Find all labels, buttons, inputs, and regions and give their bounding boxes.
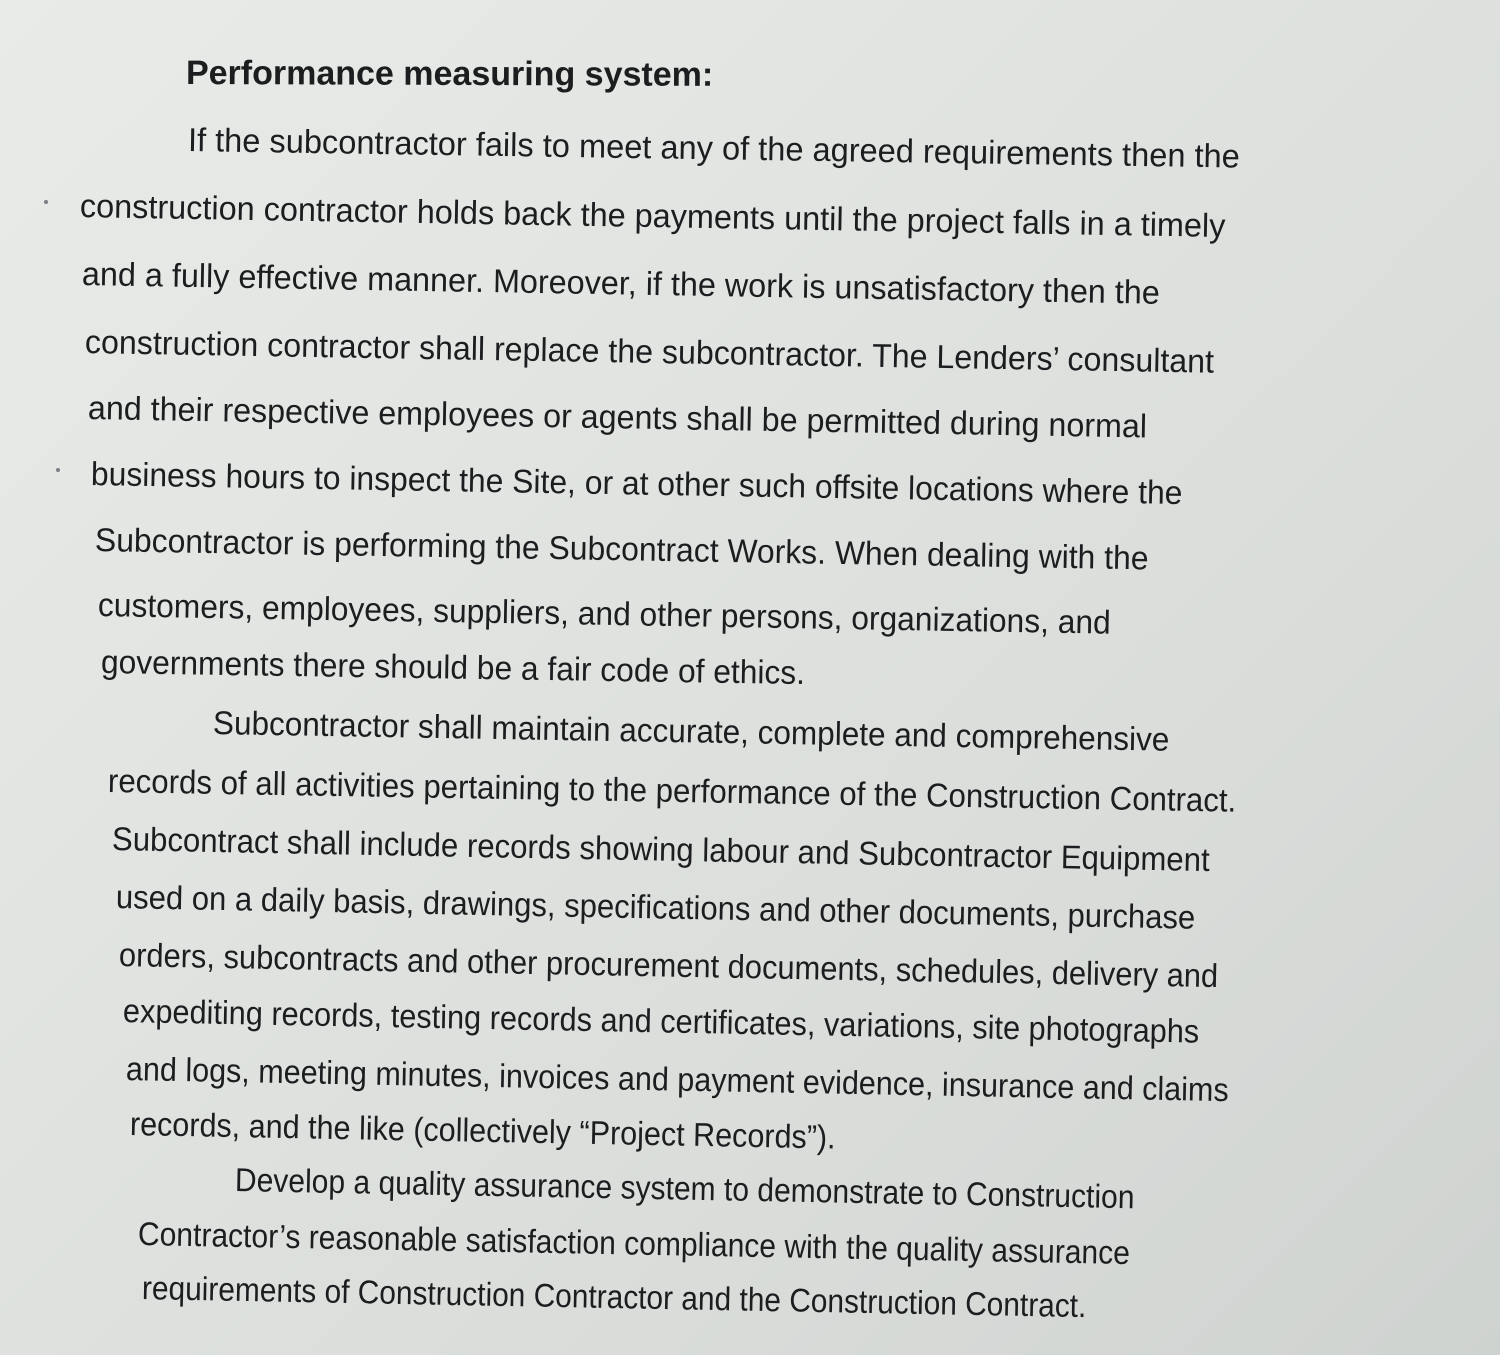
text-line: and a fully effective manner. Moreover, if the work is unsatisfactory then the xyxy=(81,255,1161,311)
text-line: and their respective employees or agents shall be permitted during normal xyxy=(87,389,1148,445)
text-line: Subcontractor is performing the Subcontract Works. When dealing with the xyxy=(94,521,1149,577)
text-line: and logs, meeting minutes, invoices and payment evidence, insurance and claims xyxy=(125,1050,1230,1109)
margin-dot xyxy=(56,468,60,472)
text-line: construction contractor shall replace the subcontractor. The Lenders’ consultant xyxy=(84,323,1215,380)
text-line: records, and the like (collectively “Project Records”). xyxy=(129,1105,836,1156)
margin-dot xyxy=(44,200,48,204)
text-line: Contractor’s reasonable satisfaction compliance with the quality assurance xyxy=(137,1215,1131,1272)
text-line: used on a daily basis, drawings, specifications and other documents, purchase xyxy=(115,878,1196,936)
text-line: Subcontract shall include records showing labour and Subcontractor Equipment xyxy=(111,820,1211,879)
text-line: construction contractor holds back the payments until the project falls in a timely xyxy=(79,187,1226,244)
text-line: If the subcontractor fails to meet any of the agreed requirements then the xyxy=(187,121,1241,175)
text-line: Develop a quality assurance system to demonstrate to Construction xyxy=(234,1161,1135,1216)
text-line: orders, subcontracts and other procurement documents, schedules, delivery and xyxy=(118,936,1219,995)
text-line: Subcontractor shall maintain accurate, complete and comprehensive xyxy=(212,704,1170,758)
text-line: business hours to inspect the Site, or at other such offsite locations where the xyxy=(90,455,1183,512)
text-line: governments there should be a fair code of ethics. xyxy=(100,643,806,692)
text-line: customers, employees, suppliers, and other persons, organizations, and xyxy=(97,586,1112,641)
text-line: records of all activities pertaining to the performance of the Construction Contract. xyxy=(107,762,1237,819)
text-line: requirements of Construction Contractor and the Construction Contract. xyxy=(141,1269,1087,1325)
section-heading: Performance measuring system: xyxy=(185,54,714,94)
text-line: expediting records, testing records and certificates, variations, site photographs xyxy=(122,992,1200,1050)
